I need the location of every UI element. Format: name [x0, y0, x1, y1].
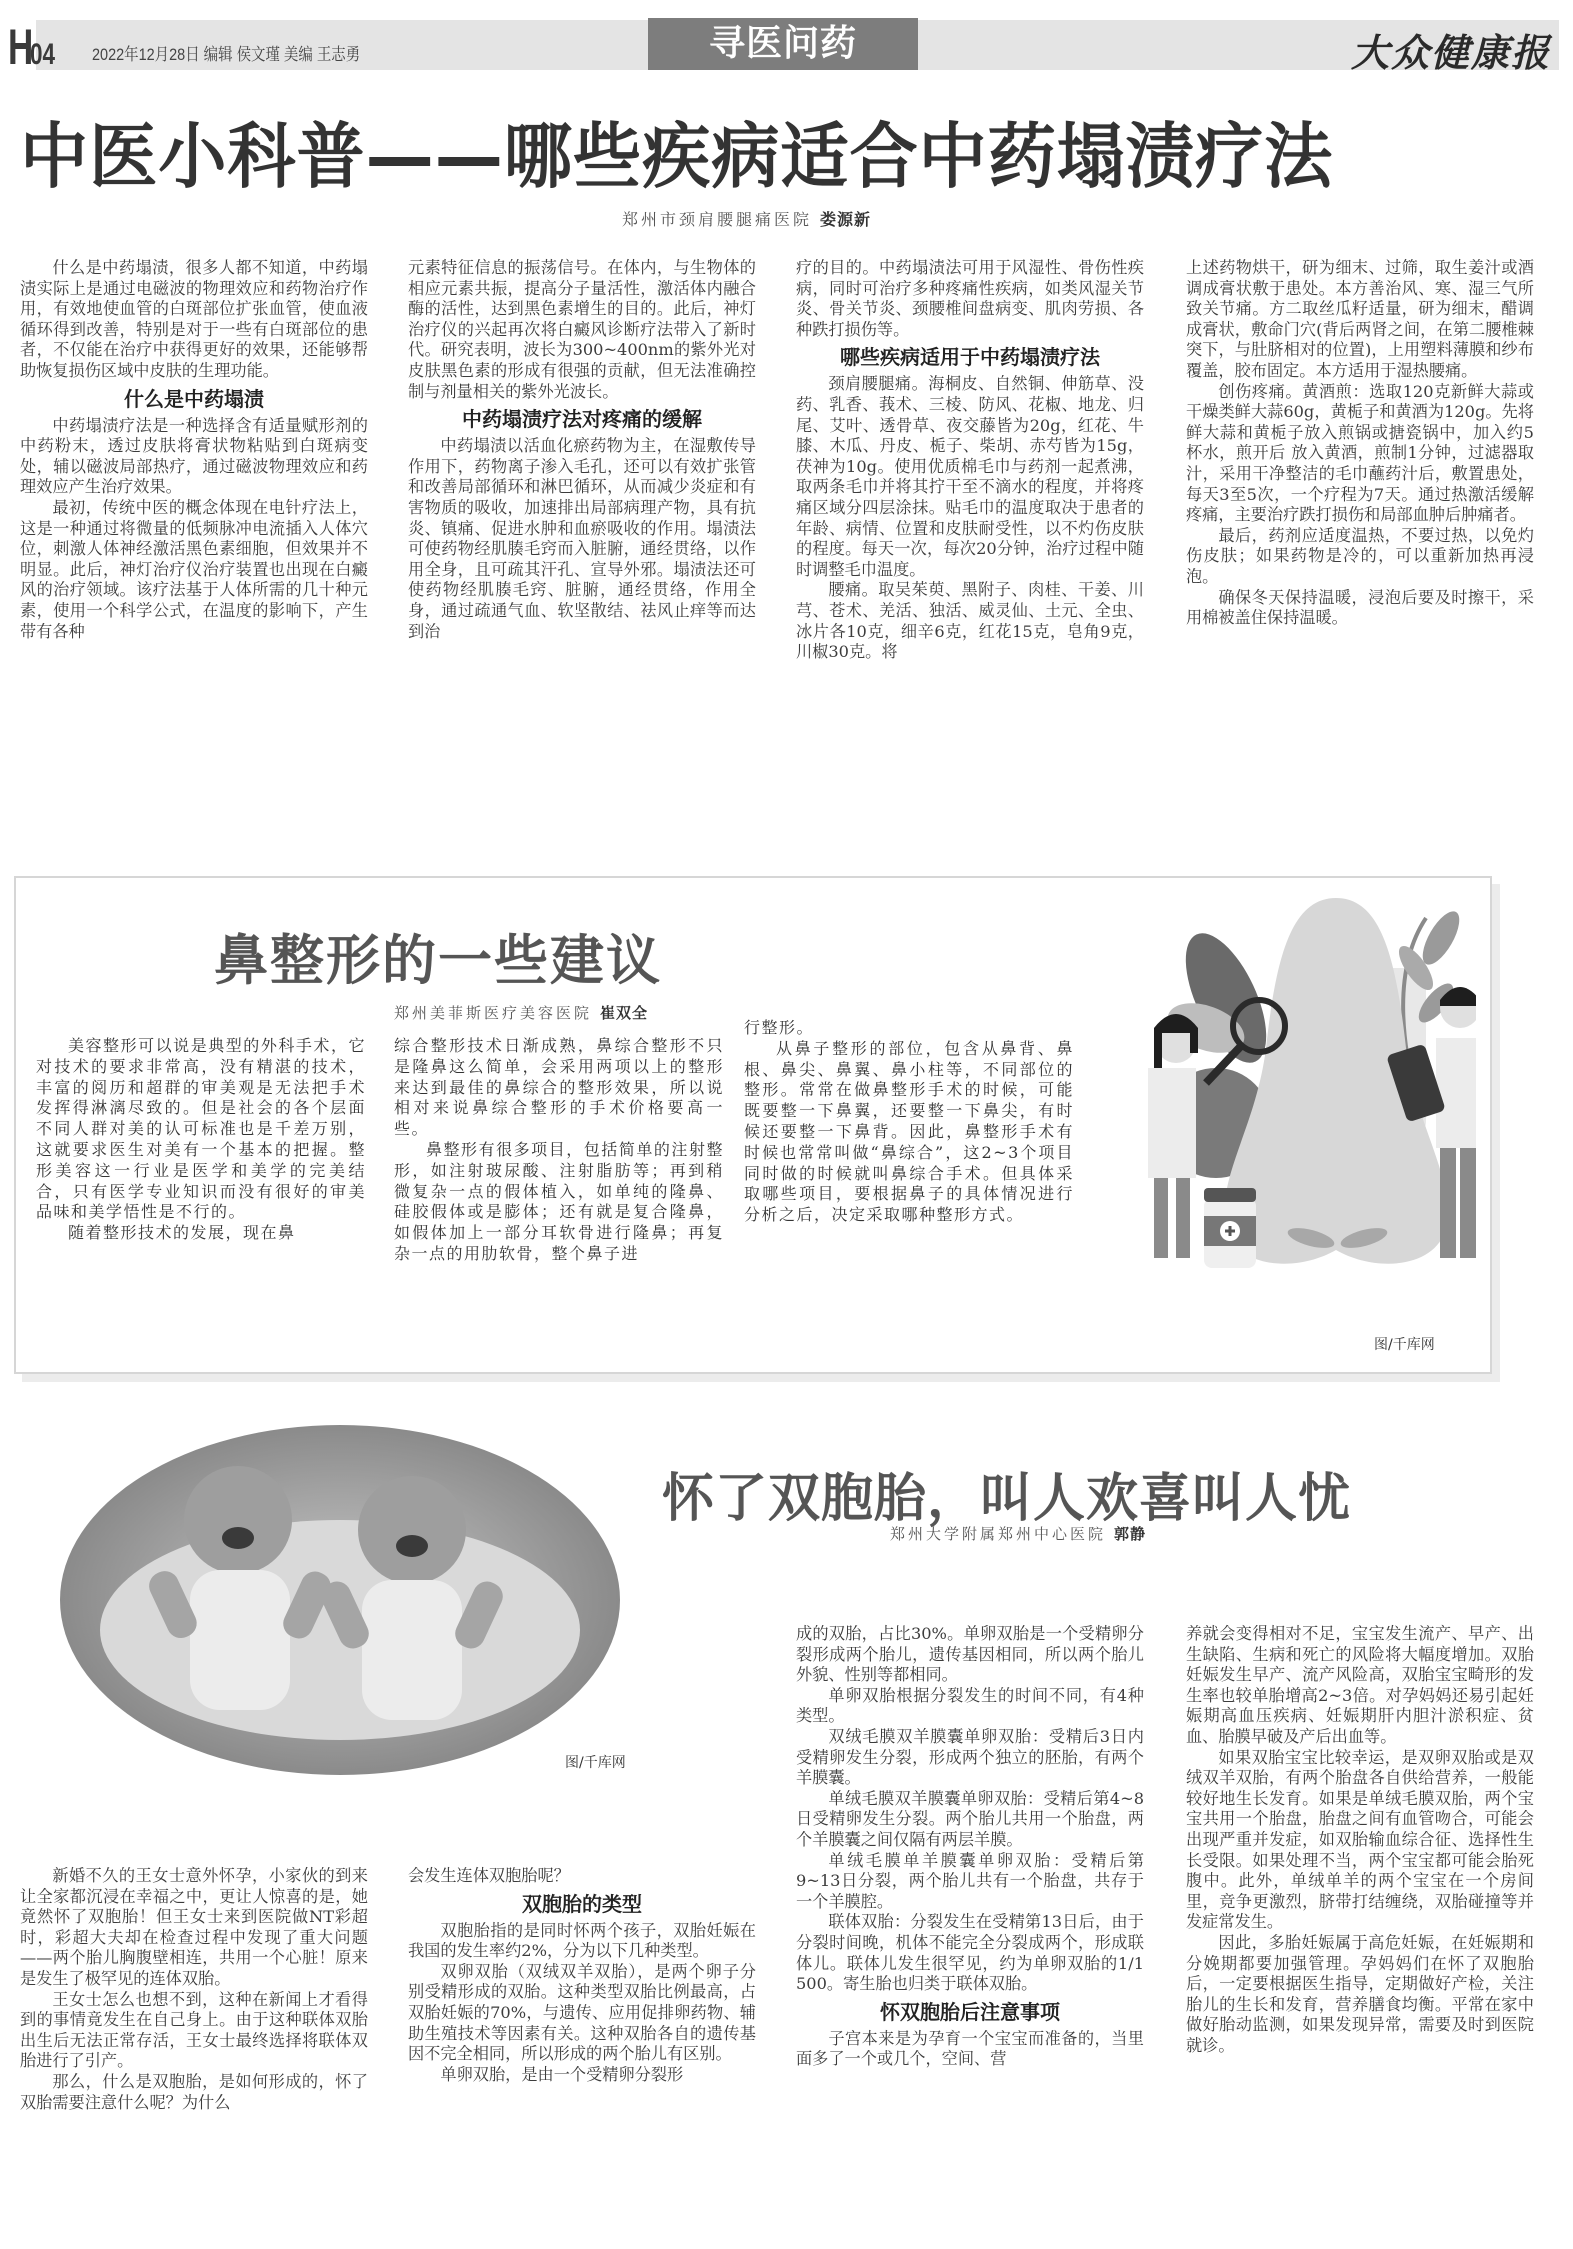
nose-illustration — [1096, 878, 1476, 1298]
article2-byline: 郑州美菲斯医疗美容医院 崔双全 — [394, 1004, 649, 1022]
newspaper-logo: 大众健康报 — [1350, 30, 1551, 75]
article2-headline: 鼻整形的一些建议 — [214, 928, 662, 992]
article3-image-caption: 图/千库网 — [565, 1755, 626, 1771]
article2-image-caption: 图/千库网 — [1374, 1337, 1435, 1353]
article2-box — [14, 876, 1492, 1374]
article2-column-3: 行整形。 从鼻子整形的部位，包含从鼻背、鼻根、鼻尖、鼻翼、鼻小柱等，不同部位的整形。常常在做鼻整形手术的时候，可能既要整一下鼻翼，还要整一下鼻尖，有时候还要整一下鼻背。因此，鼻整形手术有时候也常常叫做“鼻综合”，这2~3个项目同时做的时候就叫鼻综合手术。但具体采取哪些项目，要根据鼻子的具体情况进行分析之后，决定采取哪种整形方式。 — [744, 1018, 1074, 1225]
article1-column-2: 元素特征信息的振荡信号。在体内，与生物体的相应元素共振，提高分子量活性，激活体内融合酶的活性，达到黑色素增生的目的。此后，神灯治疗仪的兴起再次将白癜风诊断疗法带入了新时代。研究表明，波长为300~400nm的紫外光对皮肤黑色素的形成有很强的贡献，但无法准确控制与剂量相关的紫外光波长。 中药塌渍疗法对疼痛的缓解 中药塌渍以活血化瘀药物为主，在湿敷传导作用下，药物离子渗入毛孔，还可以有效扩张管和改善局部循环和淋巴循环，从而减少炎症和有害物质的吸收，加速排出局部病理产物，具有抗炎、镇痛、促进水肿和血瘀吸收的作用。塌渍法可使药物经肌腠毛窍而入脏腑，通经贯络，以作用全身，且可疏其汗孔、宣导外邪。塌渍法还可使药物经肌腠毛窍、脏腑，通经贯络，作用全身，通过疏通气血、软坚散结、祛风止痒等而达到治 — [408, 258, 756, 641]
twin-babies-photo — [60, 1420, 620, 1780]
issue-meta: 2022年12月28日 编辑 侯文瑾 美编 王志勇 — [92, 45, 361, 64]
article3-column-1: 新婚不久的王女士意外怀孕，小家伙的到来让全家都沉浸在幸福之中，更让人惊喜的是，她竟然怀了双胞胎！但王女士来到医院做NT彩超时，彩超大夫却在检查过程中发现了重大问题——两个胎儿胸腹壁相连，共用一个心脏！原来是发生了极罕见的连体双胎。 王女士怎么也想不到，这种在新闻上才看得到的事情竟发生在自己身上。由于这种联体双胎出生后无法正常存活，王女士最终选择将联体双胎进行了引产。 那么，什么是双胞胎，是如何形成的，怀了双胎需要注意什么呢？为什么 — [20, 1866, 368, 2112]
subheading: 什么是中药塌渍 — [124, 386, 264, 411]
article3-column-3: 成的双胎，占比30%。单卵双胎是一个受精卵分裂形成两个胎儿，遗传基因相同，所以两个胎儿外貌、性别等都相同。 单卵双胎根据分裂发生的时间不同，有4种类型。 双绒毛膜双羊膜囊单卵双胎：受精后3日内受精卵发生分裂，形成两个独立的胚胎，有两个羊膜囊。 单绒毛膜双羊膜囊单卵双胎：受精后第4~8日受精卵发生分裂。两个胎儿共用一个胎盘，两个羊膜囊之间仅隔有两层羊膜。 单绒毛膜单羊膜囊单卵双胎：受精后第9~13日分裂，两个胎儿共有一个胎盘，共存于一个羊膜腔。 联体双胎：分裂发生在受精第13日后，由于分裂时间晚，机体不能完全分裂成两个，形成联体儿。联体儿发生很罕见，约为单卵双胎的1/1 500。寄生胎也归类于联体双胎。 怀双胞胎后注意事项 子宫本来是为孕育一个宝宝而准备的，当里面多了一个或几个，空间、营 — [796, 1624, 1144, 2069]
article1-byline: 郑州市颈肩腰腿痛医院 娄源新 — [622, 210, 872, 229]
subheading: 双胞胎的类型 — [522, 1891, 642, 1916]
subheading: 中药塌渍疗法对疼痛的缓解 — [462, 407, 702, 432]
masthead — [0, 18, 1573, 74]
page-number-digits: 04 — [30, 38, 56, 71]
section-tab[interactable]: 寻医问药 — [648, 18, 918, 70]
article3-column-4: 养就会变得相对不足，宝宝发生流产、早产、出生缺陷、生病和死亡的风险将大幅度增加。双胎妊娠发生早产、流产风险高，双胎宝宝畸形的发生率也较单胎增高2~3倍。对孕妈妈还易引起妊娠期高血压疾病、妊娠期肝内胆汁淤积症、贫血、胎膜早破及产后出血等。 如果双胎宝宝比较幸运，是双卵双胎或是双绒双羊双胎，有两个胎盘各自供给营养，一般能较好地生长发育。如果是单绒毛膜双胎，两个宝宝共用一个胎盘，胎盘之间有血管吻合，可能会出现严重并发症，如双胎输血综合征、选择性生长受限。如果处理不当，两个宝宝都可能会胎死腹中。此外，单绒单羊的两个宝宝在一个房间里，竞争更激烈，脐带打结缠绕，双胎碰撞等并发症常发生。 因此，多胎妊娠属于高危妊娠，在妊娠期和分娩期都要加强管理。孕妈妈们在怀了双胞胎后，一定要根据医生指导，定期做好产检，关注胎儿的生长和发育，营养膳食均衡。平常在家中做好胎动监测，如果发现异常，需要及时到医院就诊。 — [1186, 1624, 1534, 2055]
article1-column-4: 上述药物烘干，研为细末、过筛，取生姜汁或酒调成膏状敷于患处。本方善治风、寒、湿三气所致关节痛。方二取丝瓜籽适量，研为细末，醋调成膏状，敷命门穴(背后两肾之间，在第二腰椎棘突下，与肚脐相对的位置)，上用塑料薄膜和纱布覆盖，胶布固定。本方适用于湿热腰痛。 创伤疼痛。黄酒煎：选取120克新鲜大蒜或干燥类鲜大蒜60g，黄栀子和黄酒为120g。先将鲜大蒜和黄栀子放入煎锅或搪瓷锅中，加入约5杯水，煎开后 放入黄酒，煎制1分钟，过滤器取汁，采用干净整洁的毛巾蘸药汁后，敷置患处，每天3至5次，一个疗程为7天。通过热激活缓解疼痛，主要治疗跌打损伤和局部血肿后肿痛者。 最后，药剂应适度温热，不要过热，以免灼伤皮肤；如果药物是冷的，可以重新加热再浸泡。 确保冬天保持温暖，浸泡后要及时擦干，采用棉被盖住保持温暖。 — [1186, 258, 1534, 628]
article3-column-2: 会发生连体双胞胎呢？ 双胞胎的类型 双胞胎指的是同时怀两个孩子，双胎妊娠在我国的发生率约2%，分为以下几种类型。 双卵双胎（双绒双羊双胎），是两个卵子分别受精形成的双胎。这种类型双胎比例最高，占双胎妊娠的70%，与遗传、应用促排卵药物、辅助生殖技术等因素有关。这种双胎各自的遗传基因不完全相同，所以形成的两个胎儿有区别。 单卵双胎，是由一个受精卵分裂形 — [408, 1866, 756, 2084]
article1-column-1: 什么是中药塌渍，很多人都不知道，中药塌渍实际上是通过电磁波的物理效应和药物治疗作用，有效地使血管的白斑部位扩张血管，使血液循环得到改善，特别是对于一些有白斑部位的患者，不仅能在治疗中获得更好的效果，还能够帮助恢复损伤区域中皮肤的生理功能。 什么是中药塌渍 中药塌渍疗法是一种选择含有适量赋形剂的中药粉末，透过皮肤将膏状物粘贴到白斑病变处，辅以磁波局部热疗，通过磁波物理效应和药理效应产生治疗效果。 最初，传统中医的概念体现在电针疗法上，这是一种通过将微量的低频脉冲电流插入人体穴位，刺激人体神经激活黑色素细胞，但效果并不明显。此后，神灯治疗仪治疗装置也出现在白癜风的治疗领域。该疗法基于人体所需的几十种元素，使用一个科学公式，在温度的影响下，产生带有各种 — [20, 258, 368, 641]
subheading: 怀双胞胎后注意事项 — [880, 1999, 1060, 2024]
article3-byline: 郑州大学附属郑州中心医院 郭静 — [890, 1525, 1147, 1543]
article1-column-3: 疗的目的。中药塌渍法可用于风湿性、骨伤性疾病，同时可治疗多种疼痛性疾病，如类风湿关节炎、骨关节炎、颈腰椎间盘病变、肌肉劳损、各种跌打损伤等。 哪些疾病适用于中药塌渍疗法 颈肩腰腿痛。海桐皮、自然铜、伸筋草、没药、乳香、莪术、三棱、防风、花椒、地龙、归尾、艾叶、透骨草、夜交藤皆为20g，红花、牛膝、木瓜、丹皮、栀子、柴胡、赤芍皆为15g，茯神为10g。使用优质棉毛巾与药剂一起煮沸，取两条毛巾并将其拧干至不滴水的程度，并将疼痛区域分四层涂抹。贴毛巾的温度取决于患者的年龄、病情、位置和皮肤耐受性，以不灼伤皮肤的程度。每天一次，每次20分钟，治疗过程中随时调整毛巾温度。 腰痛。取吴茱萸、黑附子、肉桂、干姜、川芎、苍术、羌活、独活、威灵仙、土元、全虫、冰片各10克，细辛6克，红花15克，皂角9克，川椒30克。将 — [796, 258, 1144, 662]
article2-column-1: 美容整形可以说是典型的外科手术，它对技术的要求非常高，没有精湛的技术，丰富的阅历和超群的审美观是无法把手术发挥得淋漓尽致的。但是社会的各个层面不同人群对美的认可标准也是千差万别，这就要求医生对美有一个基本的把握。整形美容这一行业是医学和美学的完美结合，只有医学专业知识而没有很好的审美品味和美学悟性是不行的。 随着整形技术的发展，现在鼻 — [36, 1036, 366, 1243]
article2-column-2: 综合整形技术日渐成熟，鼻综合整形不只是隆鼻这么简单，会采用两项以上的整形来达到最佳的鼻综合的整形效果，所以说相对来说鼻综合整形的手术价格要高一些。 鼻整形有很多项目，包括简单的注射整形，如注射玻尿酸、注射脂肪等；再到稍微复杂一点的假体植入，如单纯的隆鼻、硅胶假体或是膨体；还有就是复合隆鼻，如假体加上一部分耳软骨进行隆鼻；再复杂一点的用肋软骨，整个鼻子进 — [394, 1036, 724, 1263]
page-number: H — [8, 19, 32, 75]
subheading: 哪些疾病适用于中药塌渍疗法 — [840, 345, 1100, 370]
article1-headline: 中医小科普——哪些疾病适合中药塌渍疗法 — [20, 115, 1334, 198]
article3-headline: 怀了双胞胎，叫人欢喜叫人忧 — [662, 1468, 1352, 1529]
